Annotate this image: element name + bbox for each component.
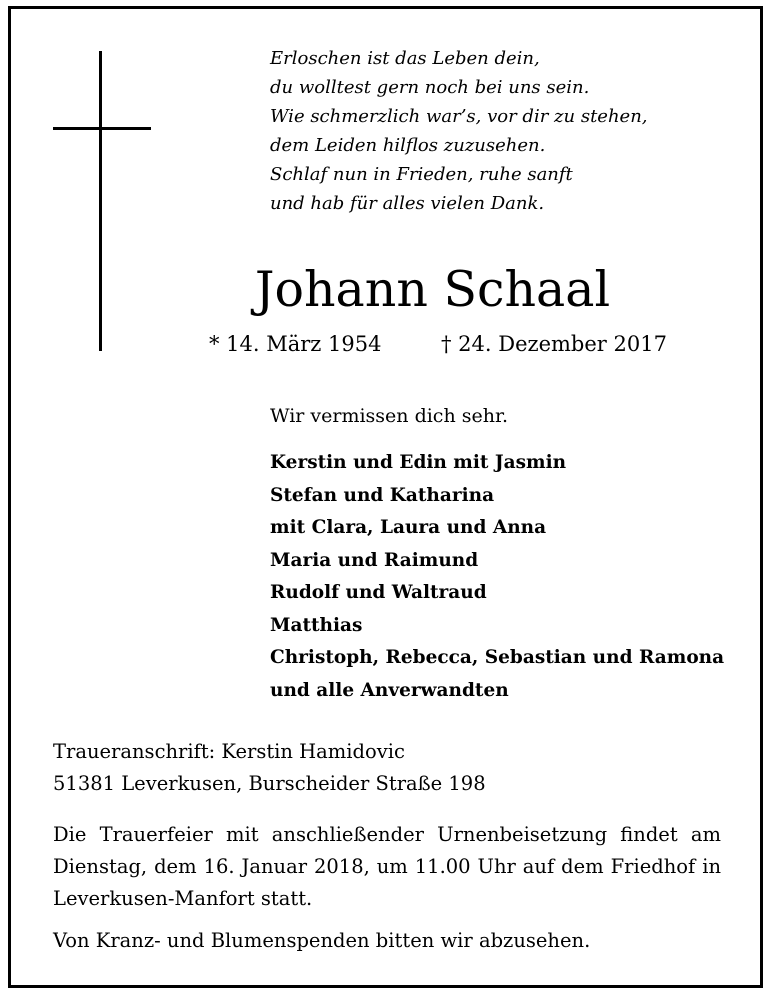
address-line: Traueranschrift: Kerstin Hamidovic — [53, 740, 405, 763]
family-line: und alle Anverwandten — [270, 679, 509, 701]
family-line: mit Clara, Laura und Anna — [270, 517, 547, 538]
family-line: Matthias — [270, 614, 363, 636]
flowers-note: Von Kranz- und Blumenspenden bitten wir abzusehen. — [53, 929, 591, 952]
family-line: Stefan und Katharina — [270, 484, 495, 506]
cross-horizontal-bar — [53, 127, 151, 130]
poem-line: Schlaf nun in Frieden, ruhe sanft — [270, 164, 573, 185]
missing-text: Wir vermissen dich sehr. — [270, 405, 508, 427]
ceremony-line: Die Trauerfeier mit anschließender Urnenbeisetzung findet am — [53, 823, 721, 846]
poem-line: Wie schmerzlich war’s, vor dir zu stehen, — [270, 106, 648, 127]
mourning-address — [53, 736, 486, 800]
poem-line: und hab für alles vielen Dank. — [270, 193, 545, 214]
family-list — [270, 447, 724, 707]
ceremony-line: Dienstag, dem 16. Januar 2018, um 11.00 Uhr auf dem Friedhof in — [53, 855, 721, 878]
poem-line: du wolltest gern noch bei uns sein. — [270, 77, 590, 98]
poem-line: dem Leiden hilflos zuzusehen. — [270, 135, 546, 156]
family-line: Rudolf und Waltraud — [270, 582, 487, 603]
address-line: 51381 Leverkusen, Burscheider Straße 198 — [53, 772, 486, 795]
birth-date: * 14. März 1954 — [209, 332, 382, 356]
family-line: Kerstin und Edin mit Jasmin — [270, 452, 567, 473]
family-line: Christoph, Rebecca, Sebastian und Ramona — [270, 647, 725, 668]
deceased-name: Johann Schaal — [254, 261, 611, 318]
poem-line: Erloschen ist das Leben dein, — [270, 48, 540, 69]
ceremony-line: Leverkusen-Manfort statt. — [53, 887, 313, 910]
family-line: Maria und Raimund — [270, 549, 479, 571]
ceremony-info — [53, 819, 721, 915]
death-date: † 24. Dezember 2017 — [441, 332, 667, 356]
memorial-poem — [270, 44, 648, 218]
